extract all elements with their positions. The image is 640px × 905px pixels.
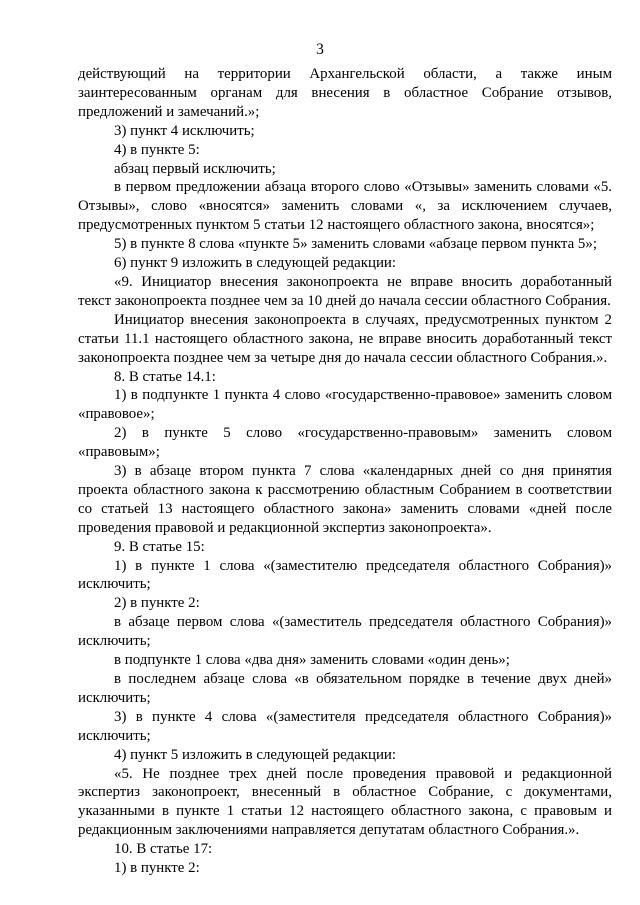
paragraph: 5) в пункте 8 слова «пункте 5» заменить словами «абзаце первом пункта 5»; <box>114 236 597 253</box>
document-body <box>78 65 612 878</box>
paragraph: абзац первый исключить; <box>114 160 276 177</box>
paragraph: 3) в пункте 4 слова «(заместителя председателя областного Собрания)» исключить; <box>78 708 612 744</box>
paragraph: 3) пункт 4 исключить; <box>114 122 255 139</box>
paragraph: в абзаце первом слова «(заместитель председателя областного Собрания)» исключить; <box>78 614 612 650</box>
paragraph: в подпункте 1 слова «два дня» заменить словами «один день»; <box>114 652 510 669</box>
paragraph: 1) в пункте 2: <box>114 860 200 877</box>
paragraph: 9. В статье 15: <box>114 538 205 555</box>
paragraph: 2) в пункте 2: <box>114 595 200 612</box>
paragraph: 8. В статье 14.1: <box>114 368 216 385</box>
paragraph: 2) в пункте 5 слово «государственно-правовым» заменить словом «правовым»; <box>78 425 612 461</box>
paragraph: «5. Не позднее трех дней после проведения правовой и редакционной экспертиз законопроект, внесенный в областное Собрание, с документами, указанными в пункте 1 статьи 12 настоящего областного закона, с правовым и редакционным заключениями направляется депутатам областного Собрания.». <box>78 765 612 839</box>
paragraph: 6) пункт 9 изложить в следующей редакции: <box>114 255 397 272</box>
paragraph: в первом предложении абзаца второго слово «Отзывы» заменить словами «5. Отзывы», слово «вносятся» заменить словами «, за исключением случаев, предусмотренных пунктом 5 статьи 12 настоящего областного закона, вносятся»; <box>78 179 612 234</box>
paragraph: 1) в подпункте 1 пункта 4 слово «государственно-правовое» заменить словом «правовое»; <box>78 387 612 423</box>
paragraph: 3) в абзаце втором пункта 7 слова «календарных дней со дня принятия проекта областного закона к рассмотрению областным Собранием в соответствии со статьей 13 настоящего областного закона» заменить словами «дней после проведения правовой и редакционной экспертиз законопроекта». <box>78 463 612 536</box>
page-number: 3 <box>316 41 324 58</box>
paragraph: 4) пункт 5 изложить в следующей редакции: <box>114 746 397 763</box>
paragraph: Инициатор внесения законопроекта в случаях, предусмотренных пунктом 2 статьи 11.1 настоящего областного закона, не вправе вносить доработанный текст законопроекта позднее чем за четыре дня до начала сессии областного Собрания.». <box>78 311 612 366</box>
paragraph: в последнем абзаце слова «в обязательном порядке в течение двух дней» исключить; <box>78 671 612 706</box>
paragraph: 10. В статье 17: <box>114 841 213 858</box>
paragraph: 1) в пункте 1 слова «(заместителю председателя областного Собрания)» исключить; <box>78 557 612 593</box>
paragraph: действующий на территории Архангельской области, а также иным заинтересованным органам для внесения в областное Собрание отзывов, предложений и замечаний.»; <box>78 66 612 120</box>
paragraph: 4) в пункте 5: <box>114 141 200 158</box>
paragraph: «9. Инициатор внесения законопроекта не вправе вносить доработанный текст законопроекта позднее чем за 10 дней до начала сессии областного Собрания. <box>78 273 612 309</box>
